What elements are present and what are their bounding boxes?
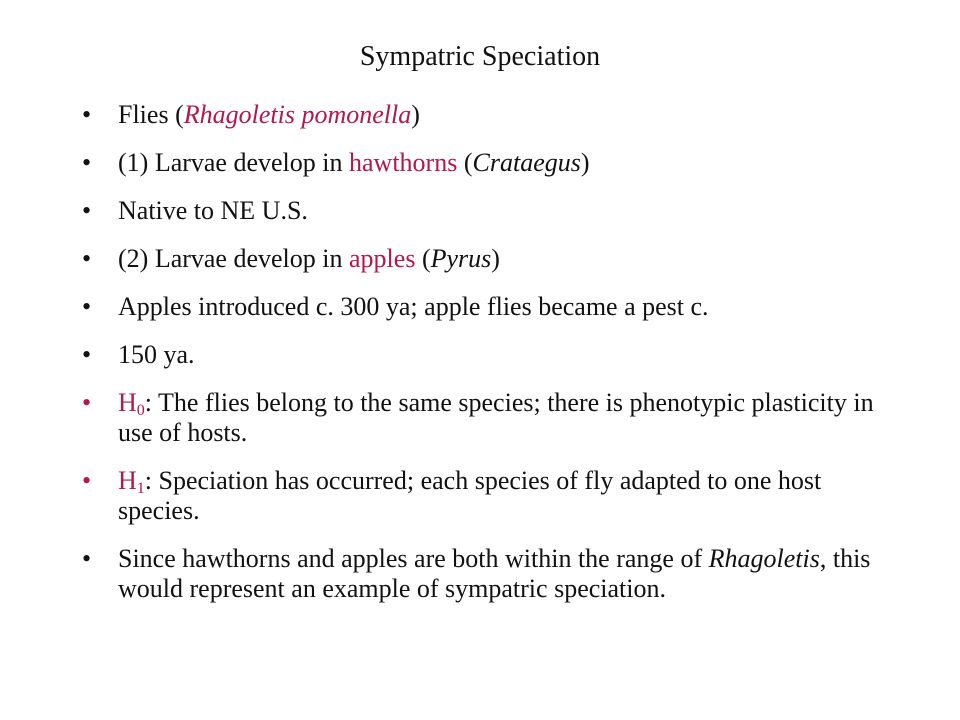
bullet-text: : Speciation has occurred; each species of fly adapted to one host species. xyxy=(118,466,822,525)
bullet-text-post: ) xyxy=(580,148,590,177)
bullet-marker: • xyxy=(82,292,92,321)
bullet-text-pre: Flies ( xyxy=(118,100,184,129)
species-name: Rhagoletis pomonella xyxy=(183,100,412,129)
bullet-item-species xyxy=(82,100,882,130)
bullet-marker: • xyxy=(82,196,92,225)
bullet-text-mid: ( xyxy=(457,148,473,177)
bullet-text-post: ) xyxy=(491,244,500,273)
bullet-item-hawthorn-larvae xyxy=(82,148,882,178)
bullet-text-pre: (2) Larvae develop in xyxy=(118,244,350,273)
host-hawthorns: hawthorns xyxy=(349,148,458,177)
genus-pyrus: Pyrus xyxy=(430,244,492,273)
bullet-item-h1 xyxy=(82,466,882,526)
bullet-marker: • xyxy=(82,340,92,369)
bullet-item-conclusion xyxy=(82,544,882,604)
genus-crataegus: Crataegus xyxy=(472,148,581,177)
bullet-text-post: , this would represent an example of sympatric speciation. xyxy=(118,544,871,603)
bullet-text: Native to NE U.S. xyxy=(118,196,308,225)
hypothesis-h: H xyxy=(118,466,137,495)
bullet-marker: • xyxy=(82,388,92,417)
bullet-marker: • xyxy=(82,244,92,273)
bullet-text-pre: Since hawthorns and apples are both within the range of xyxy=(118,544,709,573)
bullet-text: Apples introduced c. 300 ya; apple flies became a pest c. xyxy=(118,292,709,321)
hypothesis-subscript: 0 xyxy=(136,402,145,419)
host-apples: apples xyxy=(349,244,416,273)
bullet-marker: • xyxy=(82,100,92,129)
bullet-item-h0 xyxy=(82,388,882,448)
bullet-text-pre: (1) Larvae develop in xyxy=(118,148,350,177)
hypothesis-label xyxy=(118,466,145,495)
bullet-text: 150 ya. xyxy=(118,340,195,369)
bullet-text: : The flies belong to the same species; there is phenotypic plasticity in use of hosts. xyxy=(118,388,874,447)
hypothesis-h: H xyxy=(118,388,137,417)
bullet-item-150-ya xyxy=(82,340,882,370)
bullet-item-native xyxy=(82,196,882,226)
bullet-marker: • xyxy=(82,544,92,573)
hypothesis-label xyxy=(118,388,145,417)
hypothesis-subscript: 1 xyxy=(136,480,145,497)
bullet-marker: • xyxy=(82,148,92,177)
bullet-text-post: ) xyxy=(411,100,420,129)
bullet-text-mid: ( xyxy=(415,244,431,273)
bullet-item-apple-larvae xyxy=(82,244,882,274)
slide-title: Sympatric Speciation xyxy=(359,41,601,72)
bullet-marker: • xyxy=(82,466,92,495)
genus-rhagoletis: Rhagoletis xyxy=(708,544,820,573)
bullet-list xyxy=(82,100,882,622)
bullet-item-apples-introduced xyxy=(82,292,882,322)
